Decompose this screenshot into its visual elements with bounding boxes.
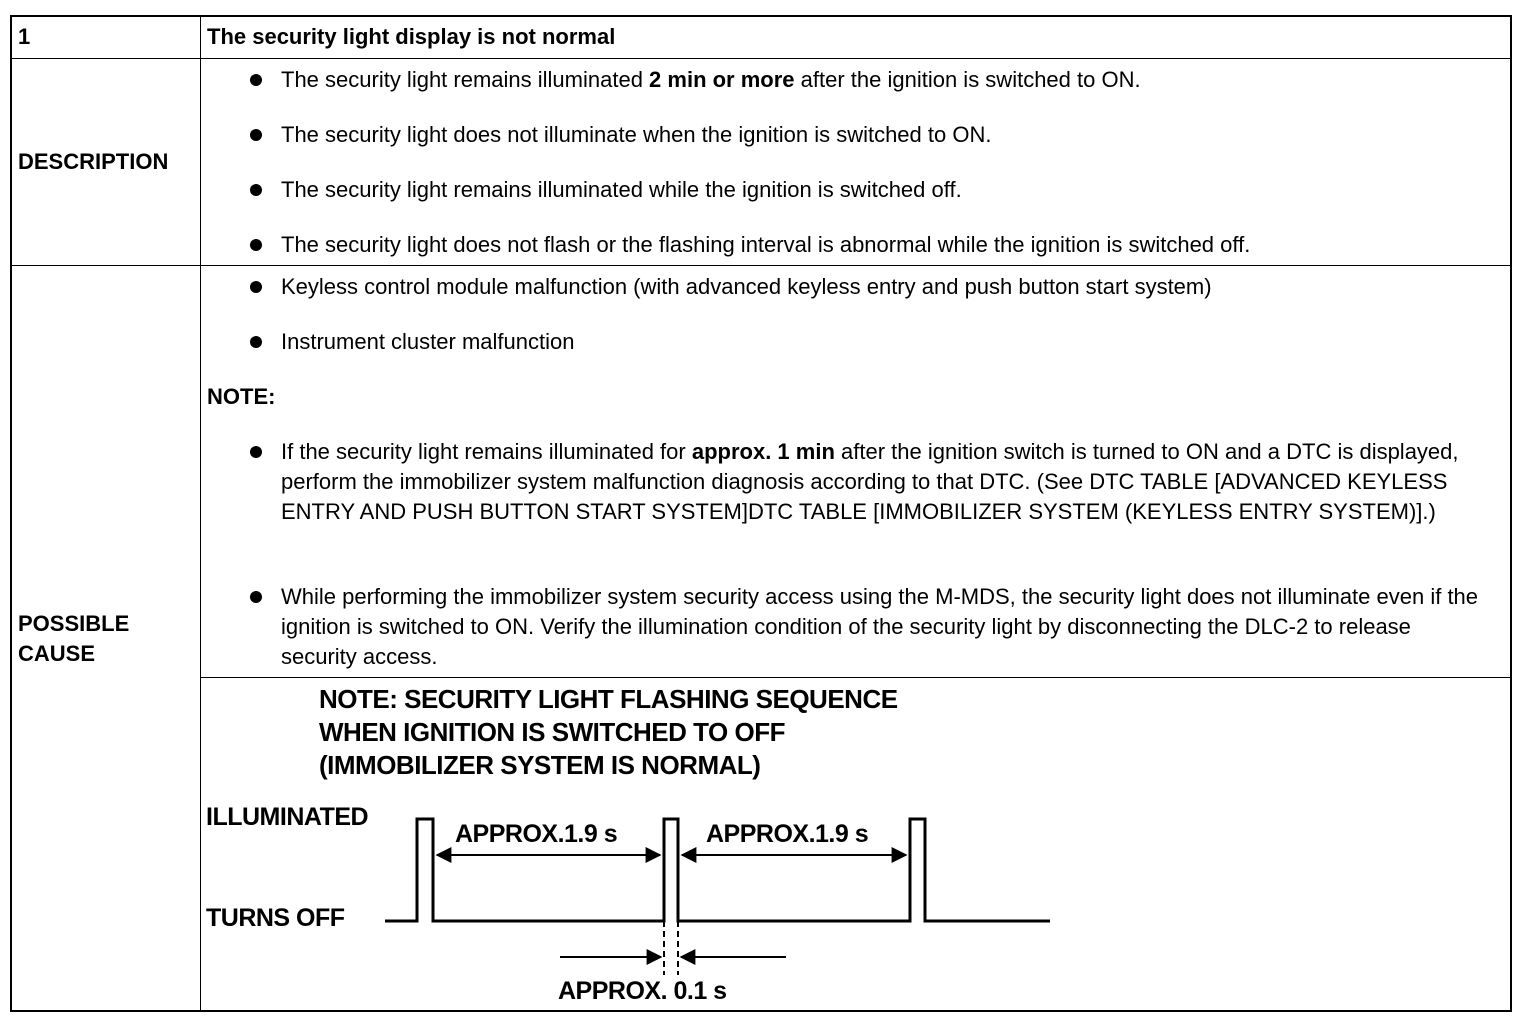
description-item-text: The security light remains illuminated while the ignition is switched off. <box>281 177 962 202</box>
row-title: The security light display is not normal <box>207 24 616 49</box>
interval-label: APPROX.1.9 s <box>455 820 618 848</box>
diagram-title-line: NOTE: SECURITY LIGHT FLASHING SEQUENCE <box>319 684 898 714</box>
note-item-text: While performing the immobilizer system security access using the M-MDS, the security light does not illuminate even if the ignition is switched to ON. Verify the illumination condition of the security light by disconnecting the DLC-2 to release security access. <box>281 584 1479 669</box>
row-number: 1 <box>18 24 31 49</box>
turns-off-label: TURNS OFF <box>206 904 345 932</box>
possible-cause-label: CAUSE <box>18 641 96 666</box>
note-heading: NOTE: <box>207 384 276 409</box>
note-item-text: If the security light remains illuminated for approx. 1 min after the ignition switch is turned to ON and a DTC is displayed, perform the immobilizer system malfunction diagnosis according to that DTC. (See DTC TABLE [ADVANCED KEYLESS ENTRY AND PUSH BUTTON START SYSTEM]DTC TABLE [IMMOBILIZER SYSTEM (KEYLESS ENTRY SYSTEM)].) <box>281 439 1459 524</box>
description-item-text: The security light does not illuminate when the ignition is switched to ON. <box>281 122 992 147</box>
description-item-text: The security light remains illuminated 2 min or more after the ignition is switched to ON. <box>281 67 1141 92</box>
cause-item-text: Instrument cluster malfunction <box>281 329 575 354</box>
pulse-width-label: APPROX. 0.1 s <box>558 977 727 1005</box>
interval-label: APPROX.1.9 s <box>706 820 869 848</box>
diagram-title-line: (IMMOBILIZER SYSTEM IS NORMAL) <box>319 750 761 780</box>
cause-item-text: Keyless control module malfunction (with advanced keyless entry and push button start system) <box>281 274 1212 299</box>
description-label: DESCRIPTION <box>18 149 169 174</box>
signal-waveform <box>385 819 1050 921</box>
possible-cause-label: POSSIBLE <box>18 611 130 636</box>
description-item-text: The security light does not flash or the flashing interval is abnormal while the ignition is switched off. <box>281 232 1251 257</box>
diagram-title-line: WHEN IGNITION IS SWITCHED TO OFF <box>319 717 785 747</box>
illuminated-label: ILLUMINATED <box>206 803 369 831</box>
